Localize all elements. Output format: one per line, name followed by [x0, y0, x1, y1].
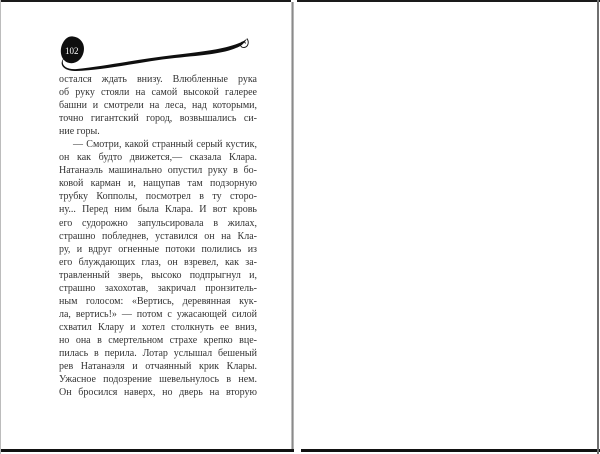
- text-line: остался ждать внизу. Влюбленные рука: [59, 74, 257, 85]
- text-line: точно гигантский город, возвышались си-: [59, 113, 257, 125]
- text-line: об руку стояли на самой высокой галерее: [59, 87, 257, 99]
- page-edge-right: [597, 0, 599, 454]
- page-number: 102: [65, 46, 79, 56]
- text-line: пилась в перила. Лотар услышал бешеный: [59, 347, 257, 359]
- page-edge-top-left: [0, 0, 291, 2]
- text-line: страшно захохотав, закричал пронзитель-: [59, 282, 257, 294]
- page-edge-bottom-right: [301, 449, 600, 452]
- text-line: схватил Клару и хотел столкнуть ее вниз,: [59, 321, 257, 333]
- text-line: башни и смотрели на леса, над которыми,: [59, 100, 257, 112]
- left-page: [1, 2, 291, 450]
- text-line: его судорожно запульсировала в жилах,: [59, 217, 257, 229]
- text-line: он как будто движется,— сказала Клара.: [59, 152, 257, 164]
- text-line: ру, и вдруг огненные потоки полились из: [59, 243, 257, 255]
- text-line: но она в смертельном страхе крепко вце-: [59, 334, 257, 346]
- text-line: Ужасное подозрение шевельнулось в нем.: [59, 374, 257, 386]
- text-line: — Смотри, какой странный серый кустик,: [73, 139, 257, 151]
- right-page: [294, 2, 597, 450]
- text-line: ла, вертись!» — потом с ужасающей силой: [59, 308, 257, 320]
- page-number-ornament: [58, 35, 250, 71]
- text-line: ну... Перед ним была Клара. И вот кровь: [59, 204, 257, 216]
- text-line: ние горы.: [59, 126, 100, 138]
- body-text: [59, 73, 257, 399]
- book-gutter: [291, 2, 294, 450]
- page-edge-left: [0, 0, 1, 454]
- flourish-swirl: [62, 39, 247, 72]
- text-line: рев Натанаэля и отчаянный крик Клары.: [59, 361, 257, 373]
- text-line: ковой карман и, нащупав там подзорную: [59, 178, 257, 190]
- page-edge-bottom-left: [0, 449, 294, 452]
- text-line: страшно побледнев, уставился он на Кла-: [59, 230, 257, 242]
- text-line: трубку Копполы, посмотрел в ту сторо-: [59, 191, 257, 203]
- text-line: ным голосом: «Вертись, деревянная кук-: [59, 295, 257, 307]
- text-line: Он бросился наверх, но дверь на вторую: [59, 387, 257, 399]
- page-edge-top-right: [297, 0, 600, 2]
- text-line: Натанаэль машинально опустил руку в бо-: [59, 165, 257, 177]
- text-line: травленный зверь, высоко подпрыгнул и,: [59, 269, 257, 281]
- text-line: его блуждающих глаз, он взревел, как за-: [59, 256, 257, 268]
